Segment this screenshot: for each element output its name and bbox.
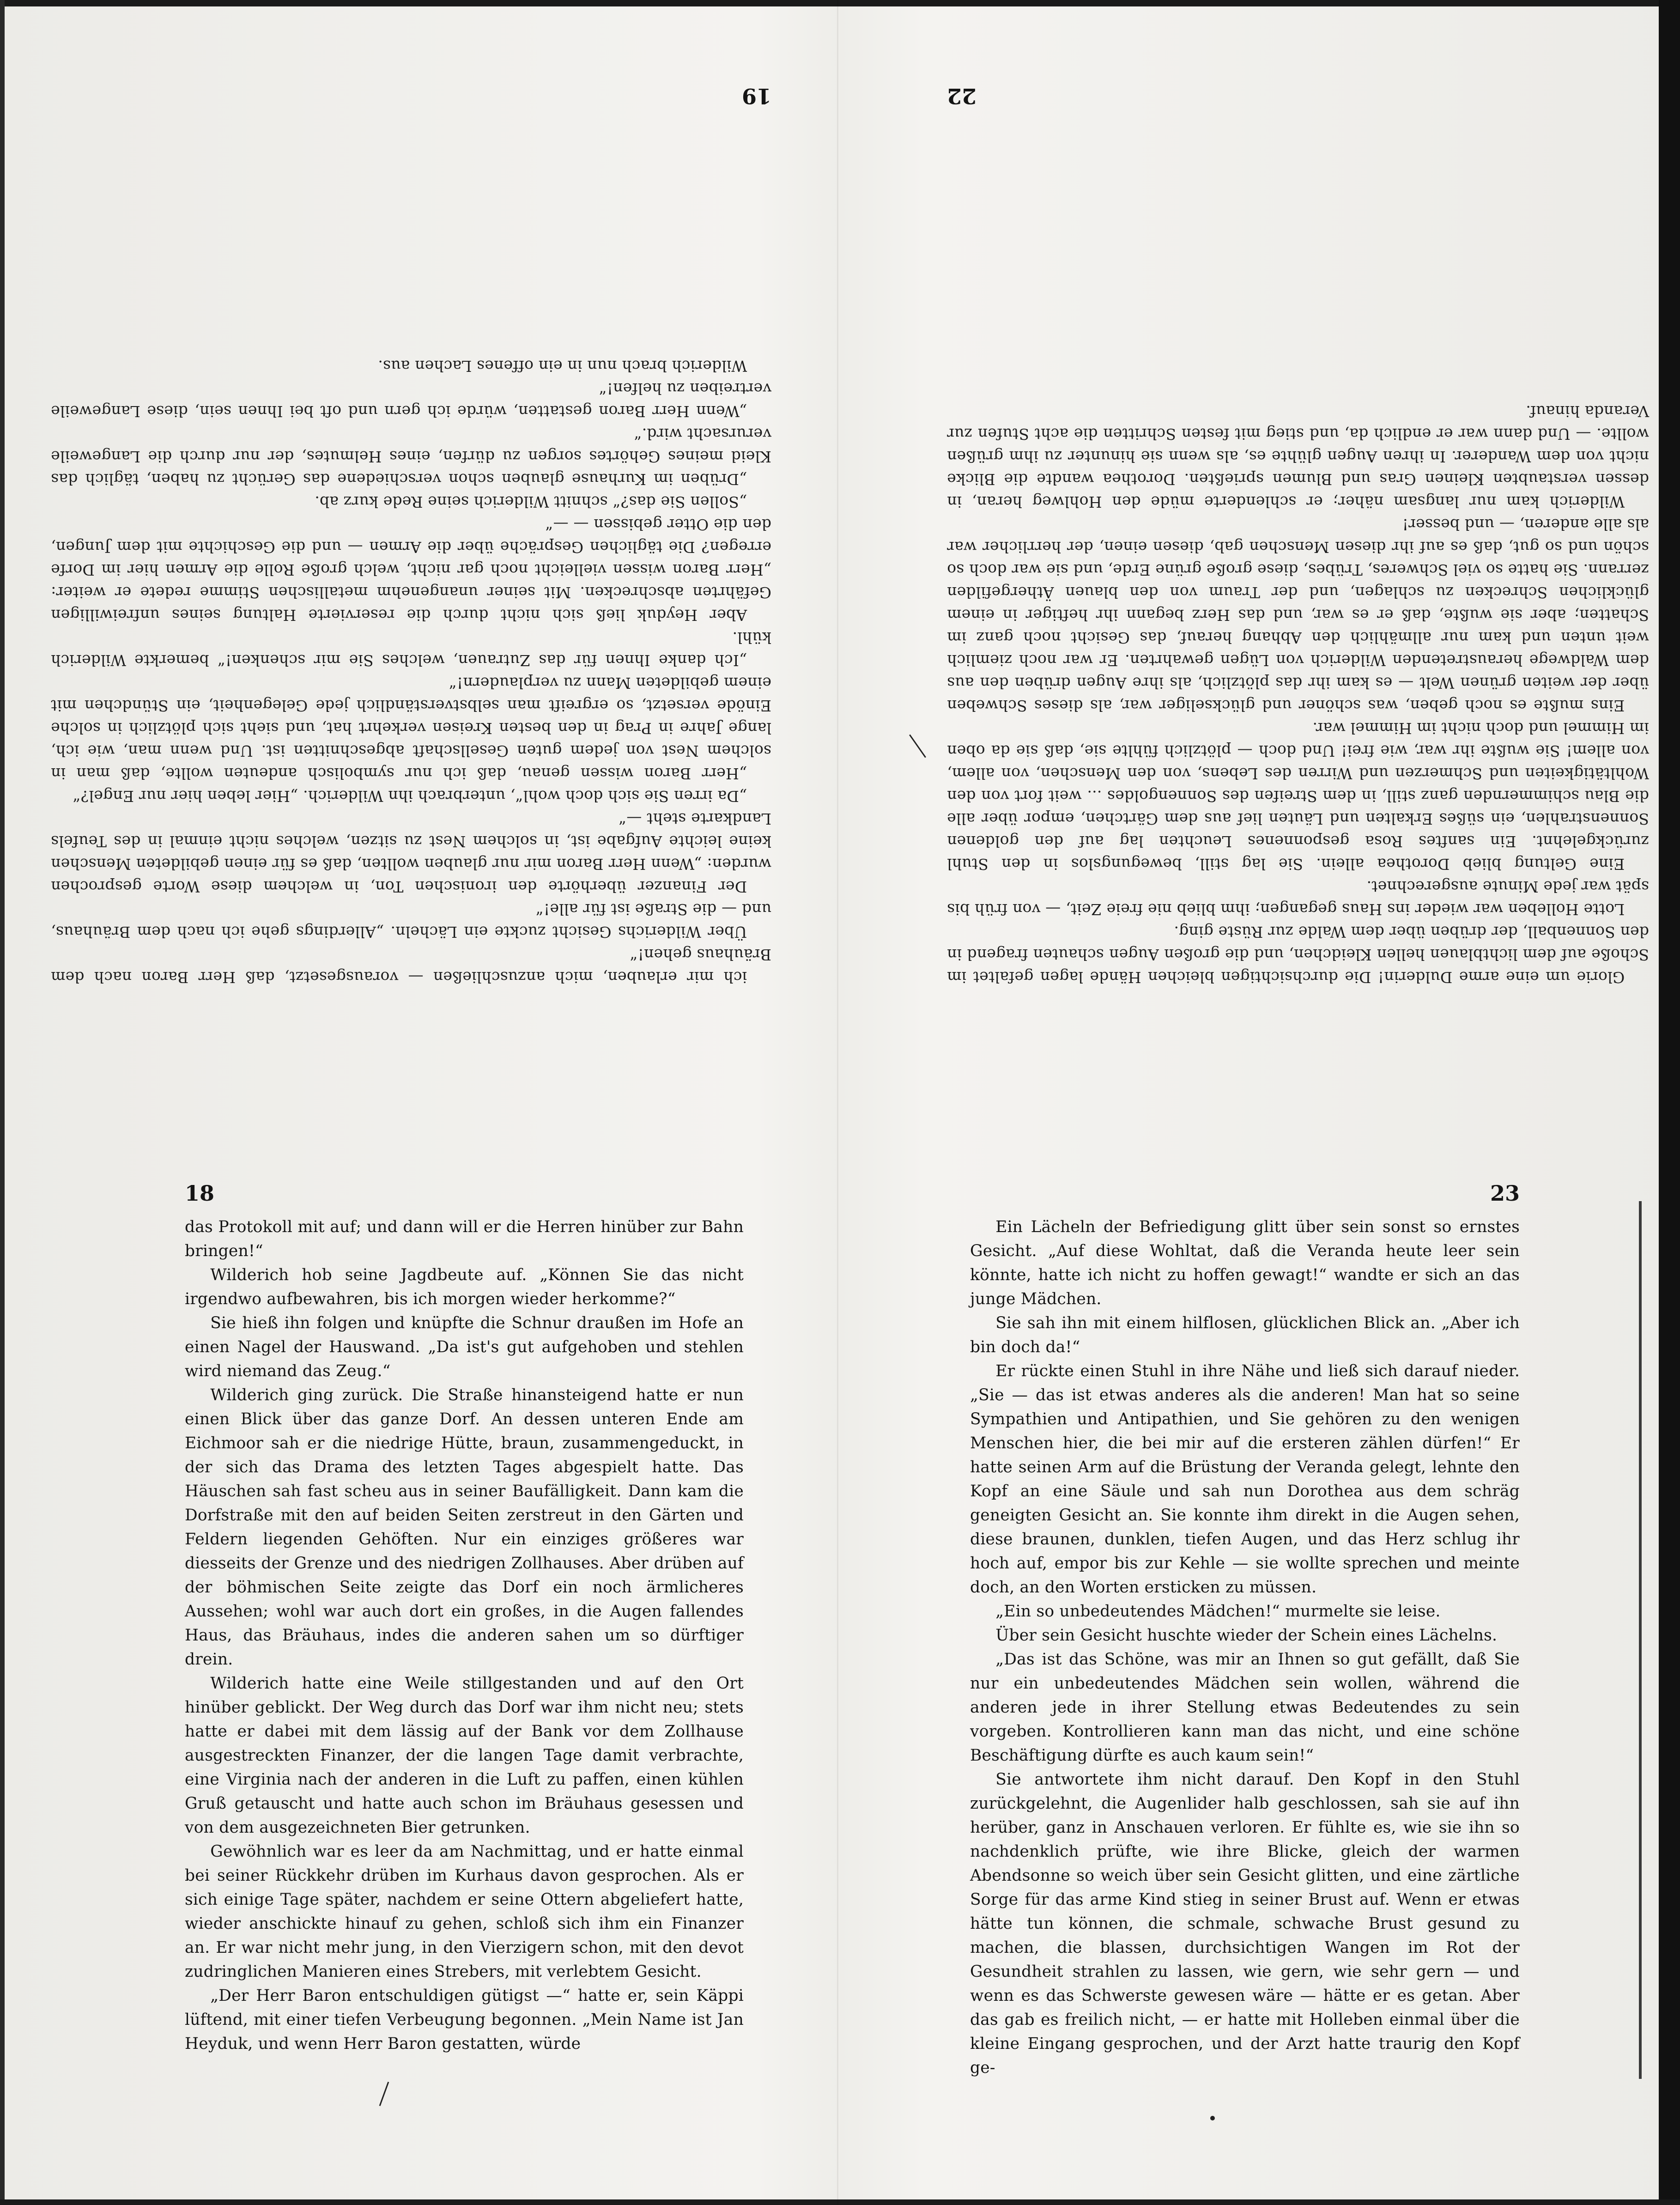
lower-left-page bbox=[185, 1180, 744, 2109]
upper-right-page bbox=[947, 83, 1649, 989]
paragraph: „Der Herr Baron entschuldigen gütigst —“ hatte er, sein Käppi lüftend, mit einer tiefen Verbeugung begonnen. „Mein Name ist Jan Heyduk, und wenn Herr Baron gestatten, würde bbox=[185, 1986, 744, 2053]
paragraph: Eine Geltung blieb Dorothea allein. Sie lag still, bewegungslos in den Stuhl zurückgelehnt. Ein sanftes Rosa gesponnenes Leuchten lag auf den goldenen Sonnenstrahlen, ein süßes Erkalten und Läuten lief aus dem Gärtchen, empor über alle die Blau schimmernden ganz still, in dem Streifen des Sonnengoldes ... weit fort von den Wohltätigkeiten und Schmerzen und Wirren des Lebens, von den Menschen, von allem, von allem! Sie wußte ihr war, wie frei! Und doch — plötzlich fühlte sie, daß sie da oben im Himmel und doch nicht im Himmel war. bbox=[947, 719, 1649, 873]
paragraph: Über sein Gesicht huschte wieder der Schein eines Lächelns. bbox=[995, 1626, 1498, 1645]
upper-right-text bbox=[947, 400, 1649, 989]
scan-border-left bbox=[0, 0, 5, 2205]
lower-left-text bbox=[185, 1215, 744, 2056]
scan-border-top bbox=[0, 0, 1680, 6]
page-number: 23 bbox=[1490, 1181, 1520, 1206]
paragraph: das Protokoll mit auf; und dann will er die Herren hinüber zur Bahn bringen!“ bbox=[185, 1218, 744, 1260]
scan-mark bbox=[1210, 2116, 1215, 2120]
paragraph: Wilderich hob seine Jagdbeute auf. „Können Sie das nicht irgendwo aufbewahren, bis ich morgen wieder herkomme?“ bbox=[185, 1266, 744, 1308]
paragraph: Lotte Holleben war wieder ins Haus gegangen; ihm blieb nie freie Zeit, — von früh bis spät war jede Minute ausgerechnet. bbox=[947, 878, 1649, 918]
scan-mark bbox=[1639, 1201, 1642, 2079]
paragraph: Glorie um eine arme Dulderin! Die durchsichtigen bleichen Hände lagen gefaltet im Schoße auf dem lichtblauen hellen Kleidchen, und die großen Augen schauten fragend in den Sonnenball, der drüben über dem Walde zur Rüste ging. bbox=[947, 923, 1649, 986]
page-number: 18 bbox=[185, 1181, 215, 1206]
paragraph: Ein Lächeln der Befriedigung glitt über sein sonst so ernstes Gesicht. „Auf diese Wohltat, daß die Veranda heute leer sein könnte, hatte ich nicht zu hoffen gewagt!“ wandte er sich an das junge Mädchen. bbox=[970, 1218, 1520, 1308]
paragraph: „Ich danke Ihnen für das Zutrauen, welches Sie mir schenken!“ bemerkte Wilderich kühl. bbox=[51, 629, 771, 669]
lower-right-text bbox=[970, 1215, 1520, 2080]
paragraph: Sie hieß ihn folgen und knüpfte die Schnur draußen im Hofe an einen Nagel der Hauswand. „Da ist's gut aufgehoben und stehlen wird niemand das Zeug.“ bbox=[185, 1314, 744, 1380]
paragraph: Wilderich hatte eine Weile stillgestanden und auf den Ort hinüber geblickt. Der Weg durch das Dorf war ihm nicht neu; stets hatte er dabei mit dem lässig auf der Bank vor dem Zollhause ausgestreckten Finanzer, der die langen Tage damit verbrachte, eine Virginia nach der anderen in die Luft zu paffen, einen kühlen Gruß getauscht und hatte auch schon im Bräuhaus gesessen und von dem ausgezeichneten Bier getrunken. bbox=[185, 1674, 744, 1837]
paragraph: ich mir erlauben, mich anzuschließen — vorausgesetzt, daß Herr Baron nach dem Bräuhaus gehen!“ bbox=[51, 946, 771, 986]
paragraph: „Sollen Sie das?“ schnitt Wilderich seine Rede kurz ab. bbox=[315, 493, 747, 511]
upper-left-page bbox=[51, 83, 771, 989]
paragraph: „Herr Baron wissen genau, daß ich nur symbolisch andeuten wollte, daß man in solchem Nest von jedem guten Gesellschaft abgeschnitten ist. Und wenn man, wie ich, lange Jahre in Prag in den besten Kreisen verkehrt hat, und sieht sich plötzlich in solche Einöde versetzt, so ergreift man selbstverständlich jede Gelegenheit, ein Stündchen mit einem gebildeten Mann zu verplaudern!“ bbox=[51, 674, 771, 783]
paragraph: Über Wilderichs Gesicht zuckte ein Lächeln. „Allerdings gehe ich nach dem Bräuhaus, und — die Straße ist für alle!“ bbox=[51, 900, 771, 941]
page-number: 19 bbox=[741, 84, 771, 109]
lower-right-page bbox=[970, 1180, 1520, 2109]
paragraph: Wilderich kam nur langsam näher; er schlenderte müde den Hohlweg heran, in dessen verstaubten Kleinen Gras und Blumen sprießten. Dorothea wandte die Blicke nicht von dem Wanderer. In ihren Augen glühte es, als wenn sie hinunter zu ihm grüßen wollte. — Und dann war er endlich da, und stieg mit festen Schritten die acht Stufen zur Veranda hinauf. bbox=[947, 402, 1649, 511]
paragraph: Der Finanzer überhörte den ironischen Ton, in welchem diese Worte gesprochen wurden: „Wenn Herr Baron mir nur glauben wollten, daß es für einen gebildeten Menschen keine leichte Aufgabe ist, in solchem Nest zu sitzen, welches nicht einmal in des Teufels Landkarte steht —“ bbox=[51, 810, 771, 896]
page-number: 22 bbox=[947, 84, 977, 109]
paragraph: Sie antwortete ihm nicht darauf. Den Kopf in den Stuhl zurückgelehnt, die Augenlider halb geschlossen, sah sie auf ihn herüber, ganz in Anschauen verloren. Er fühlte es, wie sie ihn so nachdenklich prüfte, wie ihre Blicke, gleich der warmen Abendsonne so weich über sein Gesicht glitten, und eine zärtliche Sorge für das arme Kind stieg in seiner Brust auf. Wenn er etwas hätte tun können, die schmale, schwache Brust gesund zu machen, die blassen, durchsichtigen Wangen im Rot der Gesundheit strahlen zu lassen, wie gern, wie sehr gern — und wenn es das Schwerste gewesen wäre — hätte er es getan. Aber das gab es freilich nicht, — er hatte mit Holleben einmal über die kleine Eingang gesprochen, und der Arzt hatte traurig den Kopf ge- bbox=[970, 1770, 1520, 2077]
paragraph: Er rückte einen Stuhl in ihre Nähe und ließ sich darauf nieder. „Sie — das ist etwas anderes als die anderen! Man hat so seine Sympathien und Antipathien, und Sie gehören zu den wenigen Menschen hier, die bei mir auf die ersteren zählen dürfen!“ Er hatte seinen Arm auf die Brüstung der Veranda gelegt, lehnte den Kopf an eine Säule und sah nun Dorothea aus dem schräg geneigten Gesicht an. Sie konnte ihm direkt in die Augen sehen, diese braunen, dunklen, tiefen Augen, und das Herz schlug ihr hoch auf, empor bis zur Kehle — sie wollte sprechen und meinte doch, an den Worten ersticken zu müssen. bbox=[970, 1362, 1520, 1597]
scan-border-bottom bbox=[0, 2199, 1680, 2205]
paragraph: Sie sah ihn mit einem hilflosen, glücklichen Blick an. „Aber ich bin doch da!“ bbox=[970, 1314, 1520, 1356]
paragraph: „Da irren Sie sich doch wohl“, unterbrach ihn Wilderich. „Hier leben hier nur Engel?“ bbox=[73, 787, 747, 805]
scan-border-right bbox=[1659, 0, 1680, 2205]
paragraph: Eins mußte es noch geben, was schöner und glückseliger war, als dieses Schweben über der weiten grünen Welt — es kam ihr das plötzlich, als ihre Augen drüben den aus dem Waldwege heraustretenden Wilderich von Lügen gewahrten. Er war noch ziemlich weit unten und kam nur allmählich den Abhang herauf, das Gesicht noch ganz im Schatten; aber sie wußte, daß er es war, und das Herz begann ihr heftiger in einem glücklichen Schrecken zu schlagen, und der Traum von den blauen Äthergefilden zerrann. Sie hatte so viel Schweres, Trübes, diese große grüne Erde, und sie war doch so schön und so gut, daß es auf ihr diesen Menschen gab, diesen einen, der herrlicher war als alle anderen, — und besser! bbox=[947, 516, 1649, 715]
paragraph: „Wenn Herr Baron gestatten, würde ich gern und oft bei Ihnen sein, diese Langeweile vertreiben zu helfen!“ bbox=[51, 380, 771, 420]
paragraph: Wilderich brach nun in ein offenes Lachen aus. bbox=[378, 357, 747, 375]
paragraph: Gewöhnlich war es leer da am Nachmittag, und er hatte einmal bei seiner Rückkehr drüben im Kurhaus davon gesprochen. Als er sich einige Tage später, nachdem er seine Ottern abgeliefert hatte, wieder anschickte hinauf zu gehen, schloß sich ihm ein Finanzer an. Er war nicht mehr jung, in den Vierzigern schon, mit den devot zudringlichen Manieren eines Strebers, mit verlebtem Gesicht. bbox=[185, 1842, 744, 1981]
upper-left-text bbox=[51, 355, 771, 989]
paragraph: „Ein so unbedeutendes Mädchen!“ murmelte sie leise. bbox=[995, 1602, 1441, 1621]
paragraph: Aber Heyduk ließ sich nicht durch die reservierte Haltung seines unfreiwilligen Gefährten abschrecken. Mit seiner unangenehm metallischen Stimme redete er weiter: „Herr Baron wissen vielleicht noch gar nicht, welch große Rolle die Armen hier im Dorfe erregen? Die täglichen Gespräche über die Armen — und die Geschichte mit dem Jungen, den die Otter gebissen — —“ bbox=[51, 516, 771, 624]
paragraph: „Das ist das Schöne, was mir an Ihnen so gut gefällt, daß Sie nur ein unbedeutendes Mädchen sein wollen, während die anderen jede in ihrer Stellung etwas Bedeutendes zu sein vorgeben. Kontrollieren kann man das nicht, und eine schöne Beschäftigung dürfte es auch kaum sein!“ bbox=[970, 1650, 1520, 1765]
paragraph: „Drüben im Kurhause glauben schon verschiedene das Gerücht zu haben, täglich das Kleid meines Gehörtes sorgen zu dürfen, eines Helmutes, der nur durch die Langeweile verursacht wird.“ bbox=[51, 425, 771, 488]
paragraph: Wilderich ging zurück. Die Straße hinansteigend hatte er nun einen Blick über das ganze Dorf. An dessen unteren Ende am Eichmoor sah er die niedrige Hütte, braun, zusammengeduckt, in der sich das Drama des letzten Tages abgespielt hatte. Das Häuschen sah fast scheu aus in seiner Baufälligkeit. Dann kam die Dorfstraße mit den auf beiden Seiten zerstreut in den Gärten und Feldern liegenden Gehöften. Nur ein einziges größeres war diesseits der Grenze und des niedrigen Zollhauses. Aber drüben auf der böhmischen Seite zeigte das Dorf ein noch ärmlicheres Aussehen; wohl war auch dort ein großes, in die Augen fallendes Haus, das Bräuhaus, indes die anderen sahen um so dürftiger drein. bbox=[185, 1386, 744, 1669]
page-fold bbox=[837, 0, 838, 2205]
